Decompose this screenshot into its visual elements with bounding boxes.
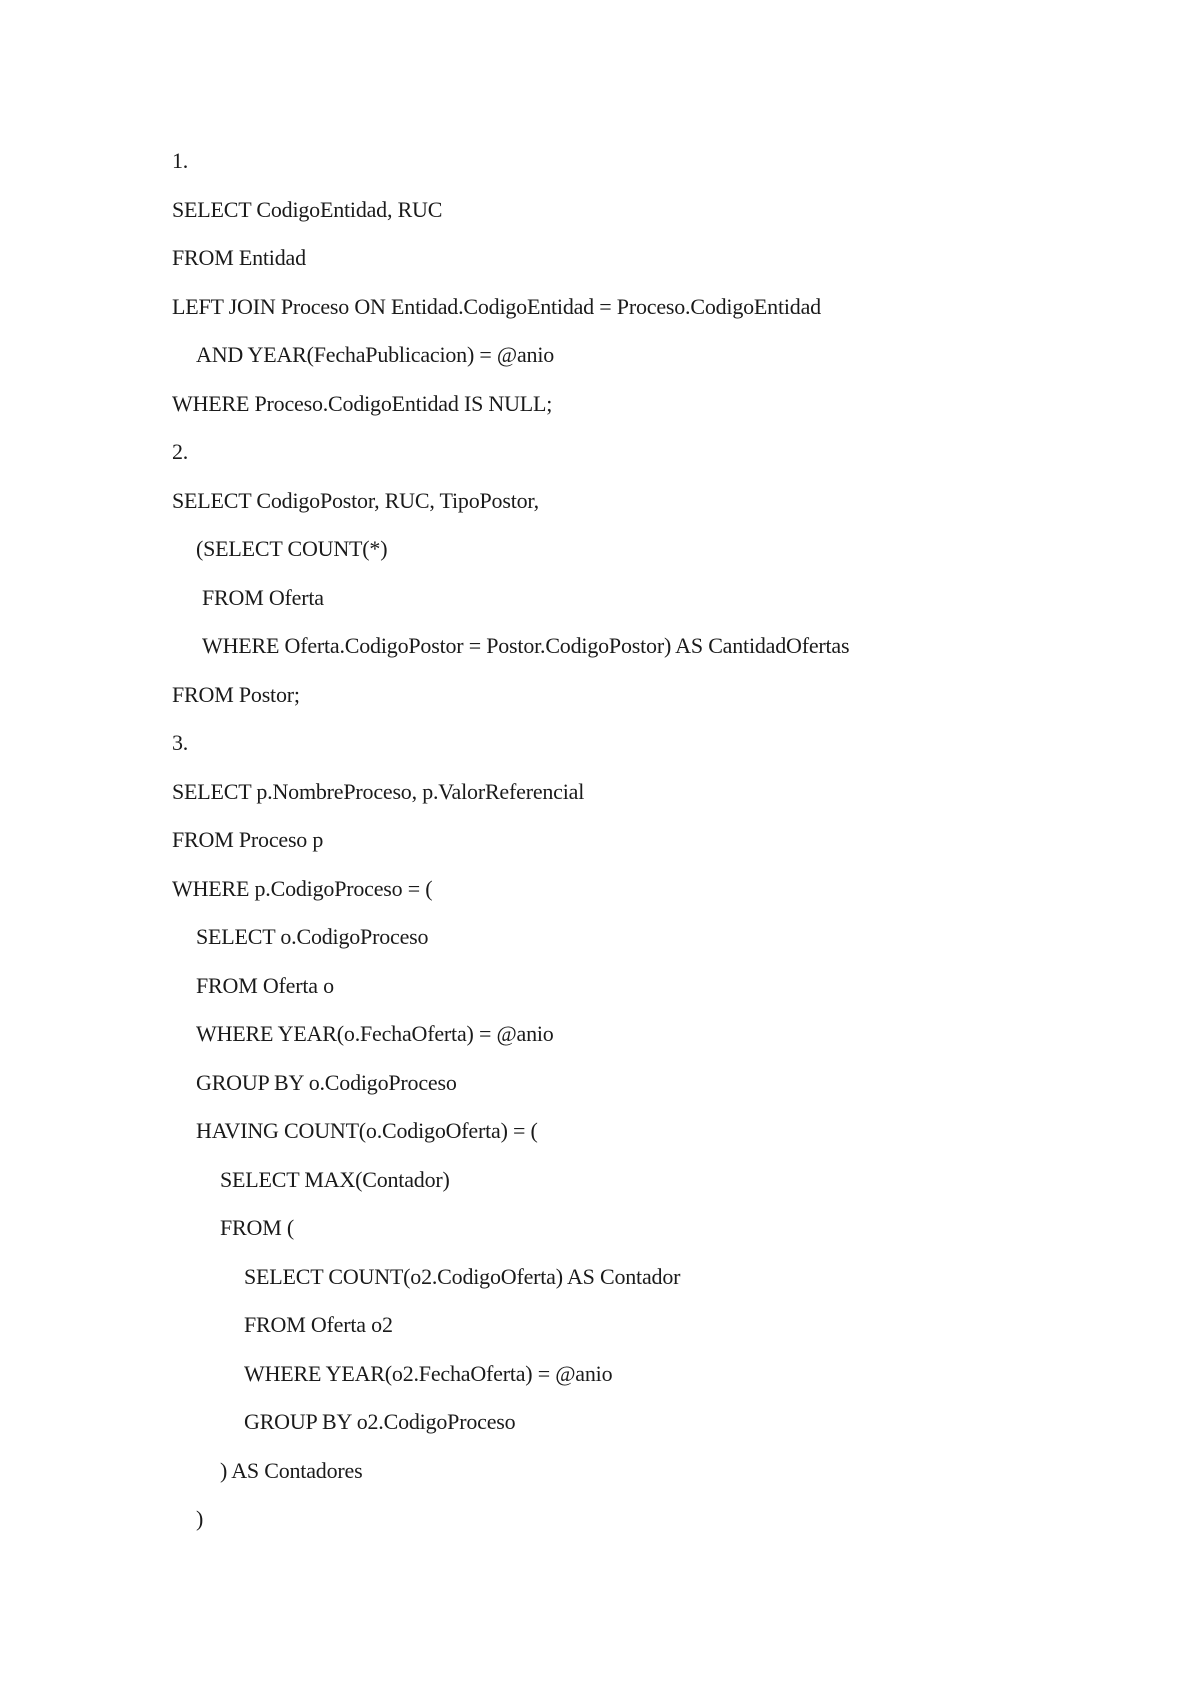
code-line: FROM Proceso p <box>172 827 324 852</box>
code-line: WHERE Oferta.CodigoPostor = Postor.CodigoPostor) AS CantidadOfertas <box>202 633 850 658</box>
code-line: FROM Oferta <box>202 584 324 610</box>
code-line: SELECT CodigoPostor, RUC, TipoPostor, <box>172 487 539 513</box>
code-line: FROM Oferta o <box>196 972 334 998</box>
code-line: FROM ( <box>220 1215 294 1240</box>
code-line: WHERE p.CodigoProceso = ( <box>172 875 433 901</box>
code-line: AND YEAR(FechaPublicacion) = @anio <box>196 342 555 367</box>
code-line: SELECT MAX(Contador) <box>220 1166 450 1192</box>
code-line: 1. <box>172 148 189 173</box>
code-line: ) AS Contadores <box>220 1457 363 1483</box>
code-line: GROUP BY o2.CodigoProceso <box>244 1409 516 1434</box>
code-line: 3. <box>172 730 189 755</box>
code-line: ) <box>196 1506 204 1531</box>
code-line: FROM Postor; <box>172 681 300 707</box>
code-line: (SELECT COUNT(*) <box>196 536 388 561</box>
code-line: FROM Entidad <box>172 245 306 270</box>
code-line: HAVING COUNT(o.CodigoOferta) = ( <box>196 1118 538 1143</box>
code-line: FROM Oferta o2 <box>244 1312 393 1337</box>
code-line: 2. <box>172 439 189 464</box>
code-line: WHERE YEAR(o2.FechaOferta) = @anio <box>244 1360 613 1386</box>
document-body <box>172 137 1152 1544</box>
code-line: SELECT CodigoEntidad, RUC <box>172 196 443 222</box>
code-line: GROUP BY o.CodigoProceso <box>196 1069 457 1095</box>
code-line: SELECT p.NombreProceso, p.ValorReferencial <box>172 778 585 804</box>
code-line: SELECT COUNT(o2.CodigoOferta) AS Contador <box>244 1263 681 1289</box>
code-line: WHERE Proceso.CodigoEntidad IS NULL; <box>172 390 553 416</box>
code-line: WHERE YEAR(o.FechaOferta) = @anio <box>196 1021 554 1046</box>
code-line: LEFT JOIN Proceso ON Entidad.CodigoEntidad = Proceso.CodigoEntidad <box>172 293 821 319</box>
code-line: SELECT o.CodigoProceso <box>196 924 429 949</box>
